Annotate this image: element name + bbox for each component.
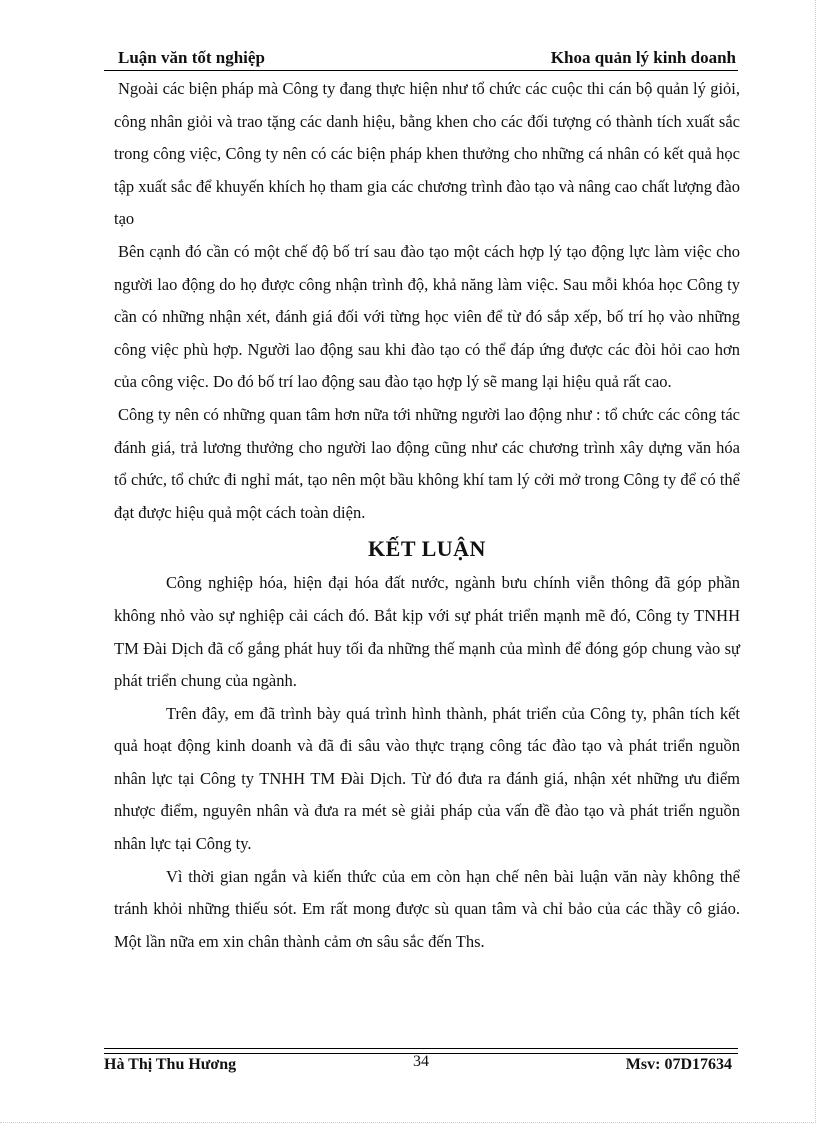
conclusion-paragraph-summary: Trên đây, em đã trình bày quá trình hình thành, phát triển của Công ty, phân tích kết quả hoạt động kinh doanh và đã đi sâu vào thực trạng công tác đào tạo và phát triển nguồn nhân lực tại Công ty TNHH TM Đài Dịch. Từ đó đưa ra đánh giá, nhận xét những ưu điểm nhược điểm, nguyên nhân và đưa ra mét sè giải pháp của vấn đề đào tạo và phát triển nguồn nhân lực tại Công ty. — [114, 703, 740, 854]
page-header — [104, 48, 738, 70]
body-paragraph-placement: Bên cạnh đó cần có một chế độ bố trí sau đào tạo một cách hợp lý tạo động lực làm việc cho người lao động do họ được công nhận trình độ, khả năng làm việc. Sau mỗi khóa học Công ty cần có những nhận xét, đánh giá đối với từng học viên để từ đó sắp xếp, bố trí họ vào những công việc phù hợp. Người lao động sau khi đào tạo có thể đáp ứng được các đòi hỏi cao hơn của công việc. Do đó bố trí lao động sau đào tạo hợp lý sẽ mang lại hiệu quả rất cao. — [114, 241, 740, 392]
header-faculty: Khoa quản lý kinh doanh — [550, 48, 736, 67]
conclusion-heading: KẾT LUẬN — [368, 536, 486, 562]
body-paragraph-employee-care: Công ty nên có những quan tâm hơn nữa tới những người lao động như : tổ chức các công tác đánh giá, trả lương thưởng cho người lao động cũng như các chương trình xây dựng văn hóa tổ chức, tổ chức đi nghỉ mát, tạo nên một bầu không khí tam lý cởi mở trong Công ty để có thể đạt được hiệu quả một cách toàn diện. — [114, 404, 740, 522]
conclusion-paragraph-industry: Công nghiệp hóa, hiện đại hóa đất nước, ngành bưu chính viễn thông đã góp phần không nhỏ vào sự nghiệp cải cách đó. Bắt kịp với sự phát triển mạnh mẽ đó, Công ty TNHH TM Đài Dịch đã cố gắng phát huy tối đa những thế mạnh của mình để đóng góp chung vào sự phát triển chung của ngành. — [114, 573, 740, 691]
header-rule — [104, 70, 738, 71]
page-number: 34 — [413, 1053, 429, 1070]
footer-student-id: Msv: 07D17634 — [625, 1056, 732, 1073]
footer-author: Hà Thị Thu Hương — [104, 1056, 237, 1073]
body-paragraph-rewards: Ngoài các biện pháp mà Công ty đang thực hiện như tổ chức các cuộc thi cán bộ quản lý giỏi, công nhân giỏi và trao tặng các danh hiệu, bằng khen cho các đối tượng có thành tích xuất sắc trong công việc, Công ty nên có các biện pháp khen thưởng cho những cá nhân có kết quả học tập xuất sắc để khuyến khích họ tham gia các chương trình đào tạo và nâng cao chất lượng đào tạo — [114, 79, 740, 229]
page-footer — [104, 1055, 738, 1077]
conclusion-paragraph-thanks: Vì thời gian ngắn và kiến thức của em còn hạn chế nên bài luận văn này không thể tránh khỏi những thiếu sót. Em rất mong được sù quan tâm và chỉ bảo của các thầy cô giáo. Một lần nữa em xin chân thành cảm ơn sâu sắc đến Ths. — [114, 866, 740, 951]
document-body — [114, 73, 740, 958]
header-document-type: Luận văn tốt nghiệp — [118, 48, 265, 67]
